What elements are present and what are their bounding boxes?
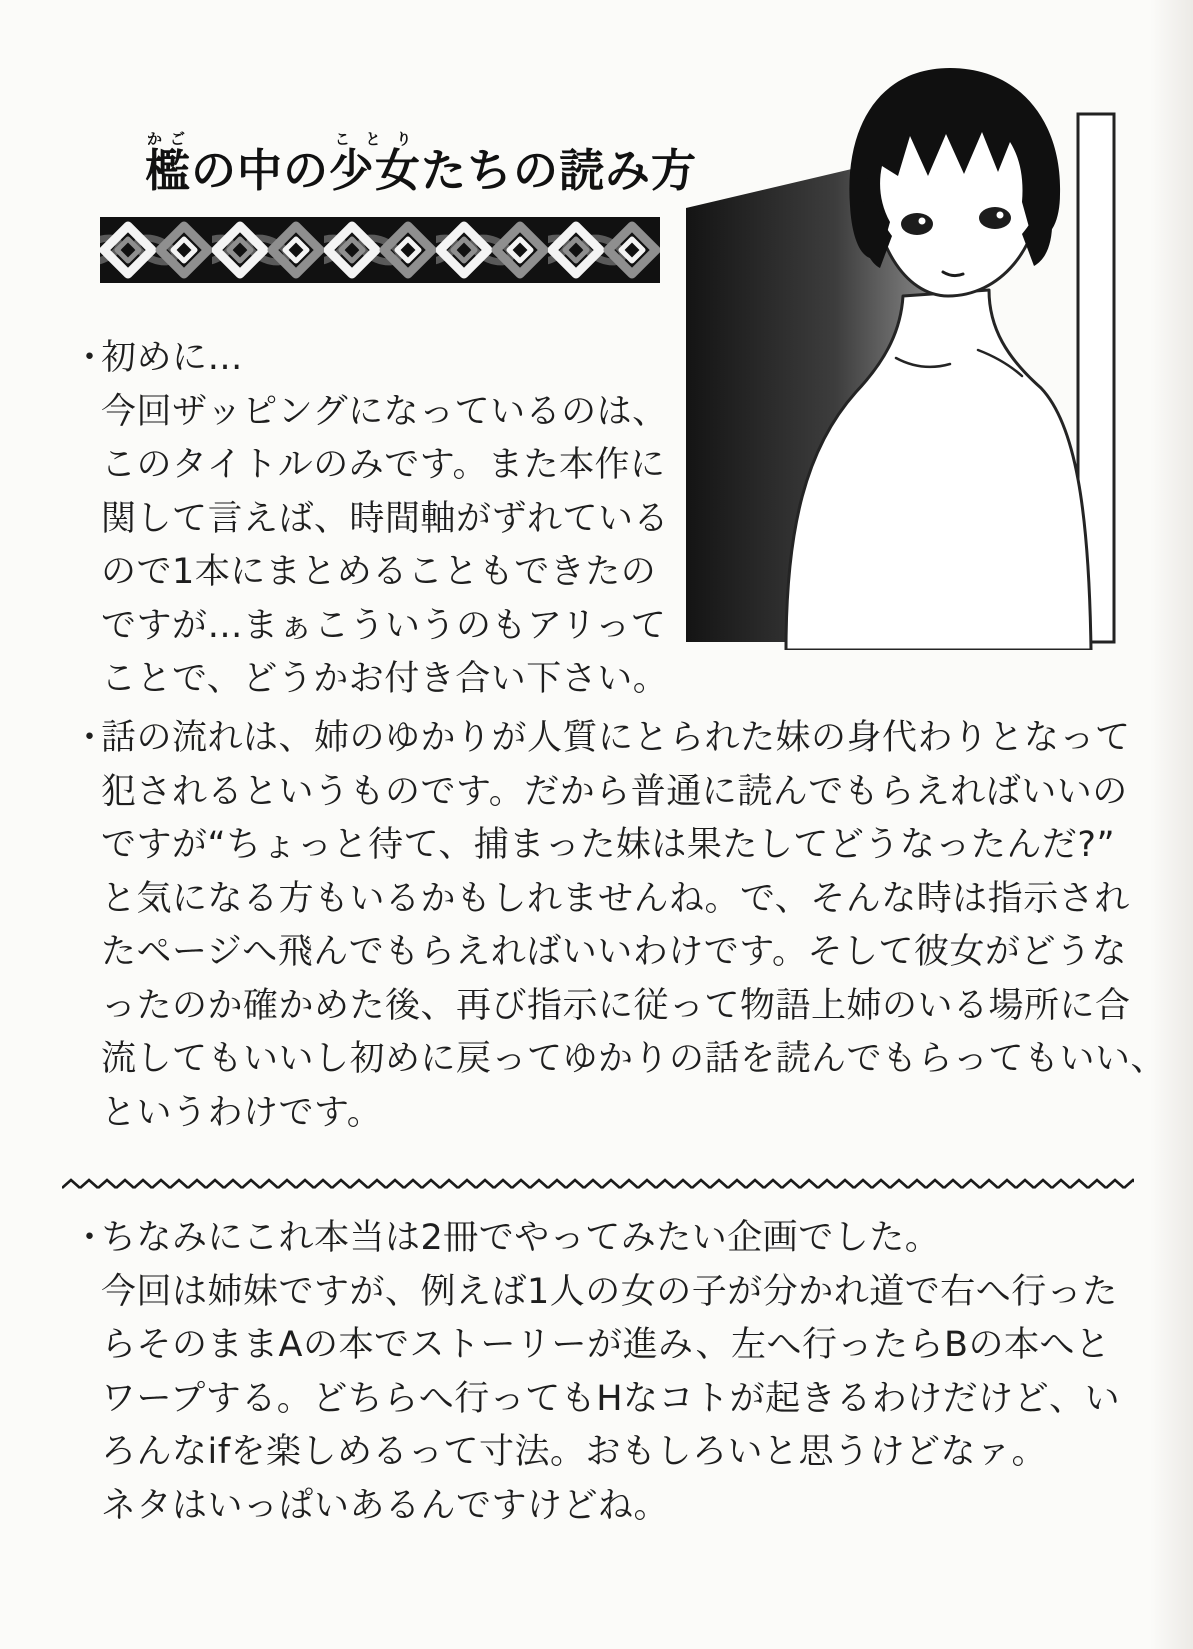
text-line: ネタはいっぱいあるんですけどね。	[101, 1485, 670, 1526]
text-line: と気になる方もいるかもしれませんね。で、そんな時は指示され	[101, 878, 1130, 919]
text-line: たページへ飛んでもらえればいいわけです。そして彼女がどうな	[101, 932, 1128, 972]
text-line: 話の流れは、姉のゆかりが人質にとられた妹の身代わりとなって	[101, 718, 1131, 758]
title-furigana-kago: かご	[145, 130, 192, 148]
text-line: ちなみにこれ本当は2冊でやってみたい企画でした。	[101, 1218, 941, 1258]
text-line: 流してもいいし初めに戻ってゆかりの話を読んでもらってもいい、	[101, 1039, 1167, 1079]
text-line: このタイトルのみです。また本作に	[101, 445, 666, 485]
text-line: ろんなifを楽しめるって寸法。おもしろいと思うけどなァ。	[101, 1432, 1048, 1472]
title-ruby-kotori: 少女ことり	[329, 130, 422, 197]
intro-heading-line	[72, 332, 697, 386]
title-block	[145, 130, 697, 196]
flow-first-line	[72, 712, 1137, 766]
paragraph-intro	[72, 332, 697, 707]
title-furigana-kotori: ことり	[329, 130, 422, 148]
text-line: 犯されるというものです。だから普通に読んでもらえればいいの	[101, 771, 1128, 812]
title-ruby-kago: 檻かご	[145, 130, 192, 197]
text-line: というわけです。	[101, 1092, 383, 1133]
note-first-line	[72, 1212, 1137, 1266]
paragraph-flow	[72, 712, 1167, 1140]
text-line: ので1本にまとめることもできたの	[101, 552, 657, 592]
text-line: ことで、どうかお付き合い下さい。	[101, 659, 669, 699]
text-line: 関して言えば、時間軸がずれている	[101, 498, 670, 539]
intro-heading: 初めに…	[101, 338, 244, 378]
bullet: ・	[72, 718, 108, 758]
title-mid: の中の	[191, 144, 330, 197]
bullet: ・	[72, 338, 108, 378]
knot-border	[100, 217, 660, 283]
title-tail: たちの読み方	[421, 144, 698, 197]
bullet: ・	[72, 1218, 108, 1258]
text-line: ったのか確かめた後、再び指示に従って物語上姉のいる場所に合	[101, 985, 1131, 1026]
paragraph-note	[72, 1212, 1137, 1533]
text-line: ワープする。どちらへ行ってもHなコトが起きるわけだけど、い	[101, 1378, 1121, 1419]
text-line: 今回ザッピングになっているのは、	[101, 391, 668, 432]
zigzag-divider	[62, 1176, 1134, 1192]
text-line: らそのままAの本でストーリーが進み、左へ行ったらBの本へと	[101, 1325, 1111, 1365]
text-line: ですが…まぁこういうのもアリって	[101, 605, 667, 646]
text-line: ですが“ちょっと待て、捕まった妹は果たしてどうなったんだ?”	[101, 825, 1116, 865]
text-line: 今回は姉妹ですが、例えば1人の女の子が分かれ道で右へ行った	[101, 1271, 1118, 1312]
illustration	[658, 26, 1120, 650]
page-title	[145, 130, 697, 196]
